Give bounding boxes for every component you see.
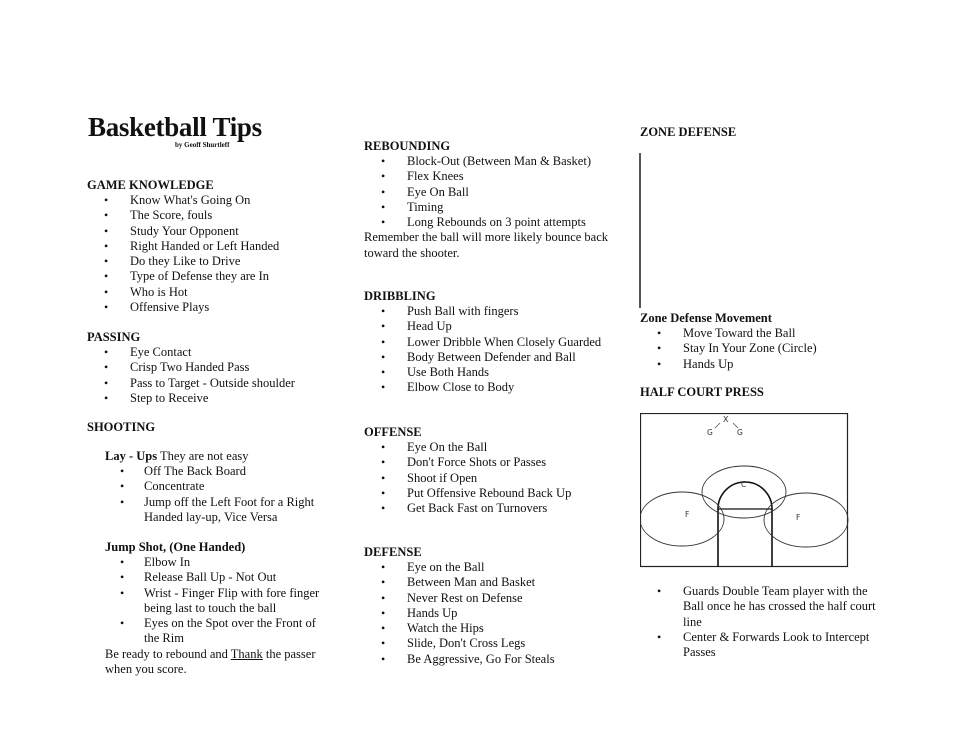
list-item: • Do they Like to Drive [87, 254, 337, 269]
list-item: • Eye Contact [87, 345, 337, 360]
document-byline: by Geoff Shurtleff [175, 141, 230, 149]
half-court-press-notes [640, 584, 880, 660]
list-item: • Off The Back Board [103, 464, 330, 479]
list-item: • Elbow In [103, 555, 330, 570]
list-item: • Get Back Fast on Turnovers [364, 501, 614, 516]
center-label: C [741, 480, 747, 489]
jumpshot-label: Jump Shot, (One Handed) [105, 540, 246, 554]
list-item: • Pass to Target - Outside shoulder [87, 376, 337, 391]
list-item: • Be Aggressive, Go For Steals [364, 652, 614, 667]
section-game-knowledge [87, 178, 337, 315]
rebounding-list [364, 154, 614, 230]
list-item: • Shoot if Open [364, 471, 614, 486]
list-item: • Crisp Two Handed Pass [87, 360, 337, 375]
list-item: • Put Offensive Rebound Back Up [364, 486, 614, 501]
list-item: • Elbow Close to Body [364, 380, 614, 395]
list-item: • Who is Hot [87, 285, 337, 300]
list-item: • The Score, fouls [87, 208, 337, 223]
zone-defense-heading: ZONE DEFENSE [640, 125, 737, 139]
section-defense [364, 545, 614, 667]
list-item: • Timing [364, 200, 614, 215]
list-item: • Move Toward the Ball [640, 326, 890, 341]
shooting-closing-note: Be ready to rebound and Thank the passer when you score. [105, 646, 316, 677]
section-rebounding [364, 139, 614, 261]
section-heading: REBOUNDING [364, 139, 451, 153]
half-court-press-heading: HALF COURT PRESS [640, 385, 764, 399]
section-heading: SHOOTING [87, 420, 156, 434]
list-item: • Study Your Opponent [87, 224, 337, 239]
list-item: • Use Both Hands [364, 365, 614, 380]
subsection-jumpshot [105, 540, 330, 677]
jumpshot-list [103, 555, 330, 647]
section-heading: GAME KNOWLEDGE [87, 178, 214, 192]
list-item: • Hands Up [640, 357, 890, 372]
section-heading: DEFENSE [364, 545, 422, 559]
section-zone-movement [640, 311, 890, 372]
list-item: • Center & Forwards Look to Intercept Passes [640, 630, 880, 661]
zone-movement-list [640, 326, 890, 372]
list-item: • Jump off the Left Foot for a Right Handed lay-up, Vice Versa [103, 495, 330, 526]
rebounding-note: Remember the ball will more likely bounce back toward the shooter. [364, 230, 609, 260]
list-item: • Concentrate [103, 479, 330, 494]
list-item: • Eye On Ball [364, 185, 614, 200]
court-border [641, 414, 848, 567]
list-item: • Between Man and Basket [364, 575, 614, 590]
passing-list [87, 345, 337, 406]
layups-label: Lay - Ups [105, 449, 158, 463]
list-item: • Know What's Going On [87, 193, 337, 208]
layups-note: They are not easy [157, 449, 249, 463]
list-item: • Watch the Hips [364, 621, 614, 636]
list-item: • Long Rebounds on 3 point attempts [364, 215, 614, 230]
list-item: • Wrist - Finger Flip with fore finger being last to touch the ball [103, 586, 330, 617]
list-item: • Step to Receive [87, 391, 337, 406]
half-court-press-list [640, 584, 880, 660]
list-item: • Head Up [364, 319, 614, 334]
list-item: • Release Ball Up - Not Out [103, 570, 330, 585]
document-title: Basketball Tips [88, 112, 262, 142]
underlined-word: Thank [230, 646, 263, 661]
offense-list [364, 440, 614, 516]
list-item: • Type of Defense they are In [87, 269, 337, 284]
section-heading: PASSING [87, 330, 141, 344]
list-item: • Stay In Your Zone (Circle) [640, 341, 890, 356]
half-court-press-diagram [640, 413, 849, 568]
section-heading: DRIBBLING [364, 289, 436, 303]
guard-left-label: G [707, 428, 713, 437]
list-item: • Never Rest on Defense [364, 591, 614, 606]
section-passing [87, 330, 337, 406]
list-item: • Hands Up [364, 606, 614, 621]
guard-right-label: G [737, 428, 743, 437]
list-item: • Lower Dribble When Closely Guarded [364, 335, 614, 350]
zone-defense-diagram-edge [639, 153, 641, 308]
dribbling-list [364, 304, 614, 396]
list-item: • Guards Double Team player with the Ball once he has crossed the half court line [640, 584, 880, 630]
section-shooting [87, 420, 337, 435]
list-item: • Eye On the Ball [364, 440, 614, 455]
list-item: • Flex Knees [364, 169, 614, 184]
ball-handler-marker: X [723, 415, 729, 424]
section-offense [364, 425, 614, 516]
list-item: • Slide, Don't Cross Legs [364, 636, 614, 651]
list-item: • Offensive Plays [87, 300, 337, 315]
forward-left-label: F [685, 510, 690, 519]
section-heading: OFFENSE [364, 425, 422, 439]
game-knowledge-list [87, 193, 337, 315]
defense-list [364, 560, 614, 667]
list-item: • Eyes on the Spot over the Front of the Rim [103, 616, 330, 647]
list-item: • Push Ball with fingers [364, 304, 614, 319]
list-item: • Body Between Defender and Ball [364, 350, 614, 365]
forward-right-label: F [796, 513, 801, 522]
section-heading: Zone Defense Movement [640, 311, 772, 325]
list-item: • Right Handed or Left Handed [87, 239, 337, 254]
layups-list [103, 464, 330, 525]
subsection-layups [105, 449, 330, 525]
list-item: • Don't Force Shots or Passes [364, 455, 614, 470]
section-dribbling [364, 289, 614, 396]
list-item: • Eye on the Ball [364, 560, 614, 575]
list-item: • Block-Out (Between Man & Basket) [364, 154, 614, 169]
